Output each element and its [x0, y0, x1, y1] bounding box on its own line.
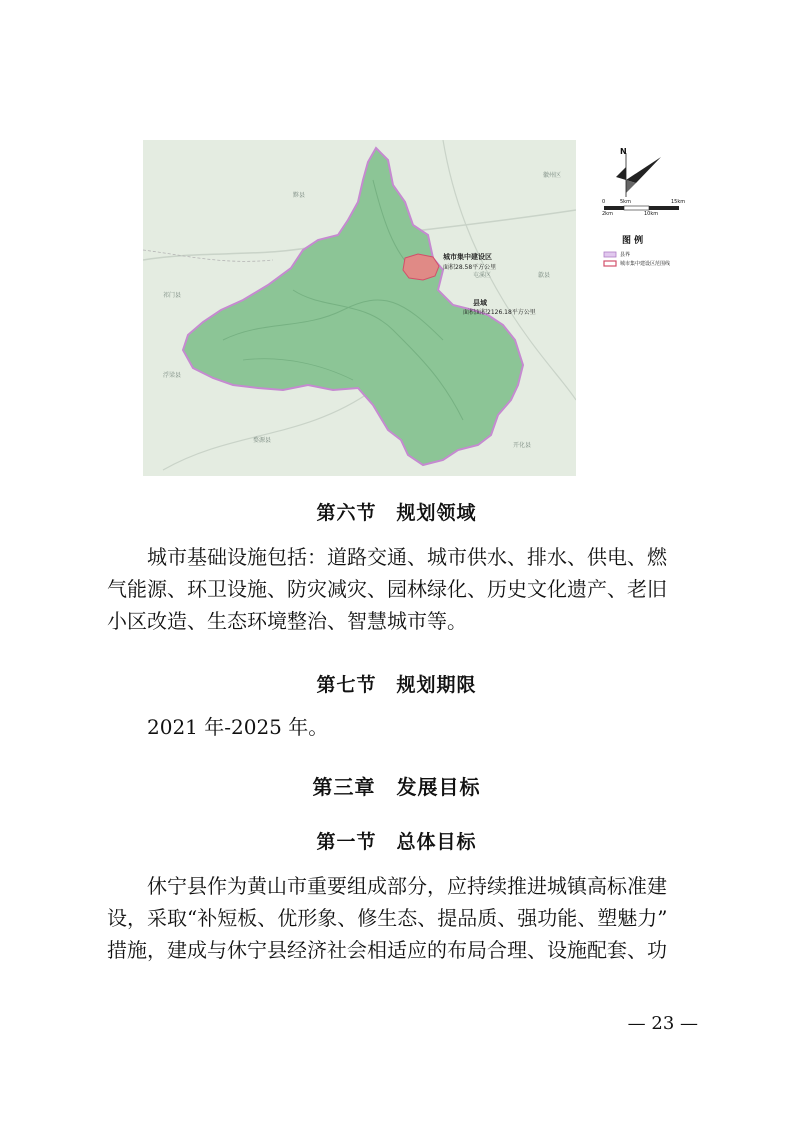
- paragraph-line: 城市基础设施包括：道路交通、城市供水、排水、供电、燃: [147, 545, 667, 569]
- place-label: 开化县: [513, 442, 532, 449]
- county-area-label: 面积面积2126.18平方公里: [463, 309, 536, 316]
- scale-label: 2km: [602, 211, 613, 217]
- place-label: 婺源县: [253, 437, 272, 444]
- body-paragraph: [107, 870, 693, 966]
- map-legend: [596, 145, 696, 275]
- chapter-heading: 第三章 发展目标: [312, 775, 481, 799]
- paragraph-line: 小区改造、生态环境整治、智慧城市等。: [107, 609, 467, 633]
- urban-zone: [403, 254, 439, 280]
- legend-item: 城市集中建设区范围线: [620, 261, 671, 267]
- paragraph-line: 2021 年-2025 年。: [147, 715, 329, 739]
- paragraph-line: 设，采取“补短板、优形象、修生态、提品质、强功能、塑魅力”: [107, 906, 668, 930]
- place-label: 黟县: [293, 192, 306, 199]
- section-heading: 第七节 规划期限: [316, 674, 477, 696]
- paragraph-line: 气能源、环卫设施、防灾减灾、园林绿化、历史文化遗产、老旧: [107, 577, 667, 601]
- zone-area-label: 面积28.58平方公里: [443, 264, 497, 271]
- place-label: 歙县: [538, 272, 551, 279]
- county-label: 县域: [473, 299, 487, 307]
- section-heading: 第六节 规划领域: [316, 502, 477, 524]
- legend-item: 县界: [620, 252, 631, 258]
- scale-label: 15km: [671, 199, 686, 205]
- north-label: N: [620, 147, 627, 156]
- paragraph-line: 措施，建成与休宁县经济社会相适应的布局合理、设施配套、功: [107, 938, 667, 962]
- body-paragraph: [107, 711, 693, 743]
- scale-label: 10km: [644, 211, 659, 217]
- north-arrow-icon: [596, 145, 696, 275]
- place-label: 屯溪区: [473, 272, 492, 279]
- zone-label: 城市集中建设区: [443, 253, 492, 261]
- county-map: [143, 140, 576, 476]
- place-label: 浮梁县: [163, 372, 182, 379]
- paragraph-line: 休宁县作为黄山市重要组成部分，应持续推进城镇高标准建: [147, 874, 667, 898]
- body-paragraph: [107, 541, 693, 637]
- place-label: 徽州区: [543, 172, 562, 179]
- place-label: 祁门县: [163, 292, 182, 299]
- scale-label: 5km: [620, 199, 631, 205]
- page-number: — 23 —: [627, 1013, 698, 1034]
- scale-label: 0: [602, 199, 606, 205]
- legend-title: 图 例: [622, 236, 644, 246]
- section-heading: 第一节 总体目标: [316, 831, 477, 853]
